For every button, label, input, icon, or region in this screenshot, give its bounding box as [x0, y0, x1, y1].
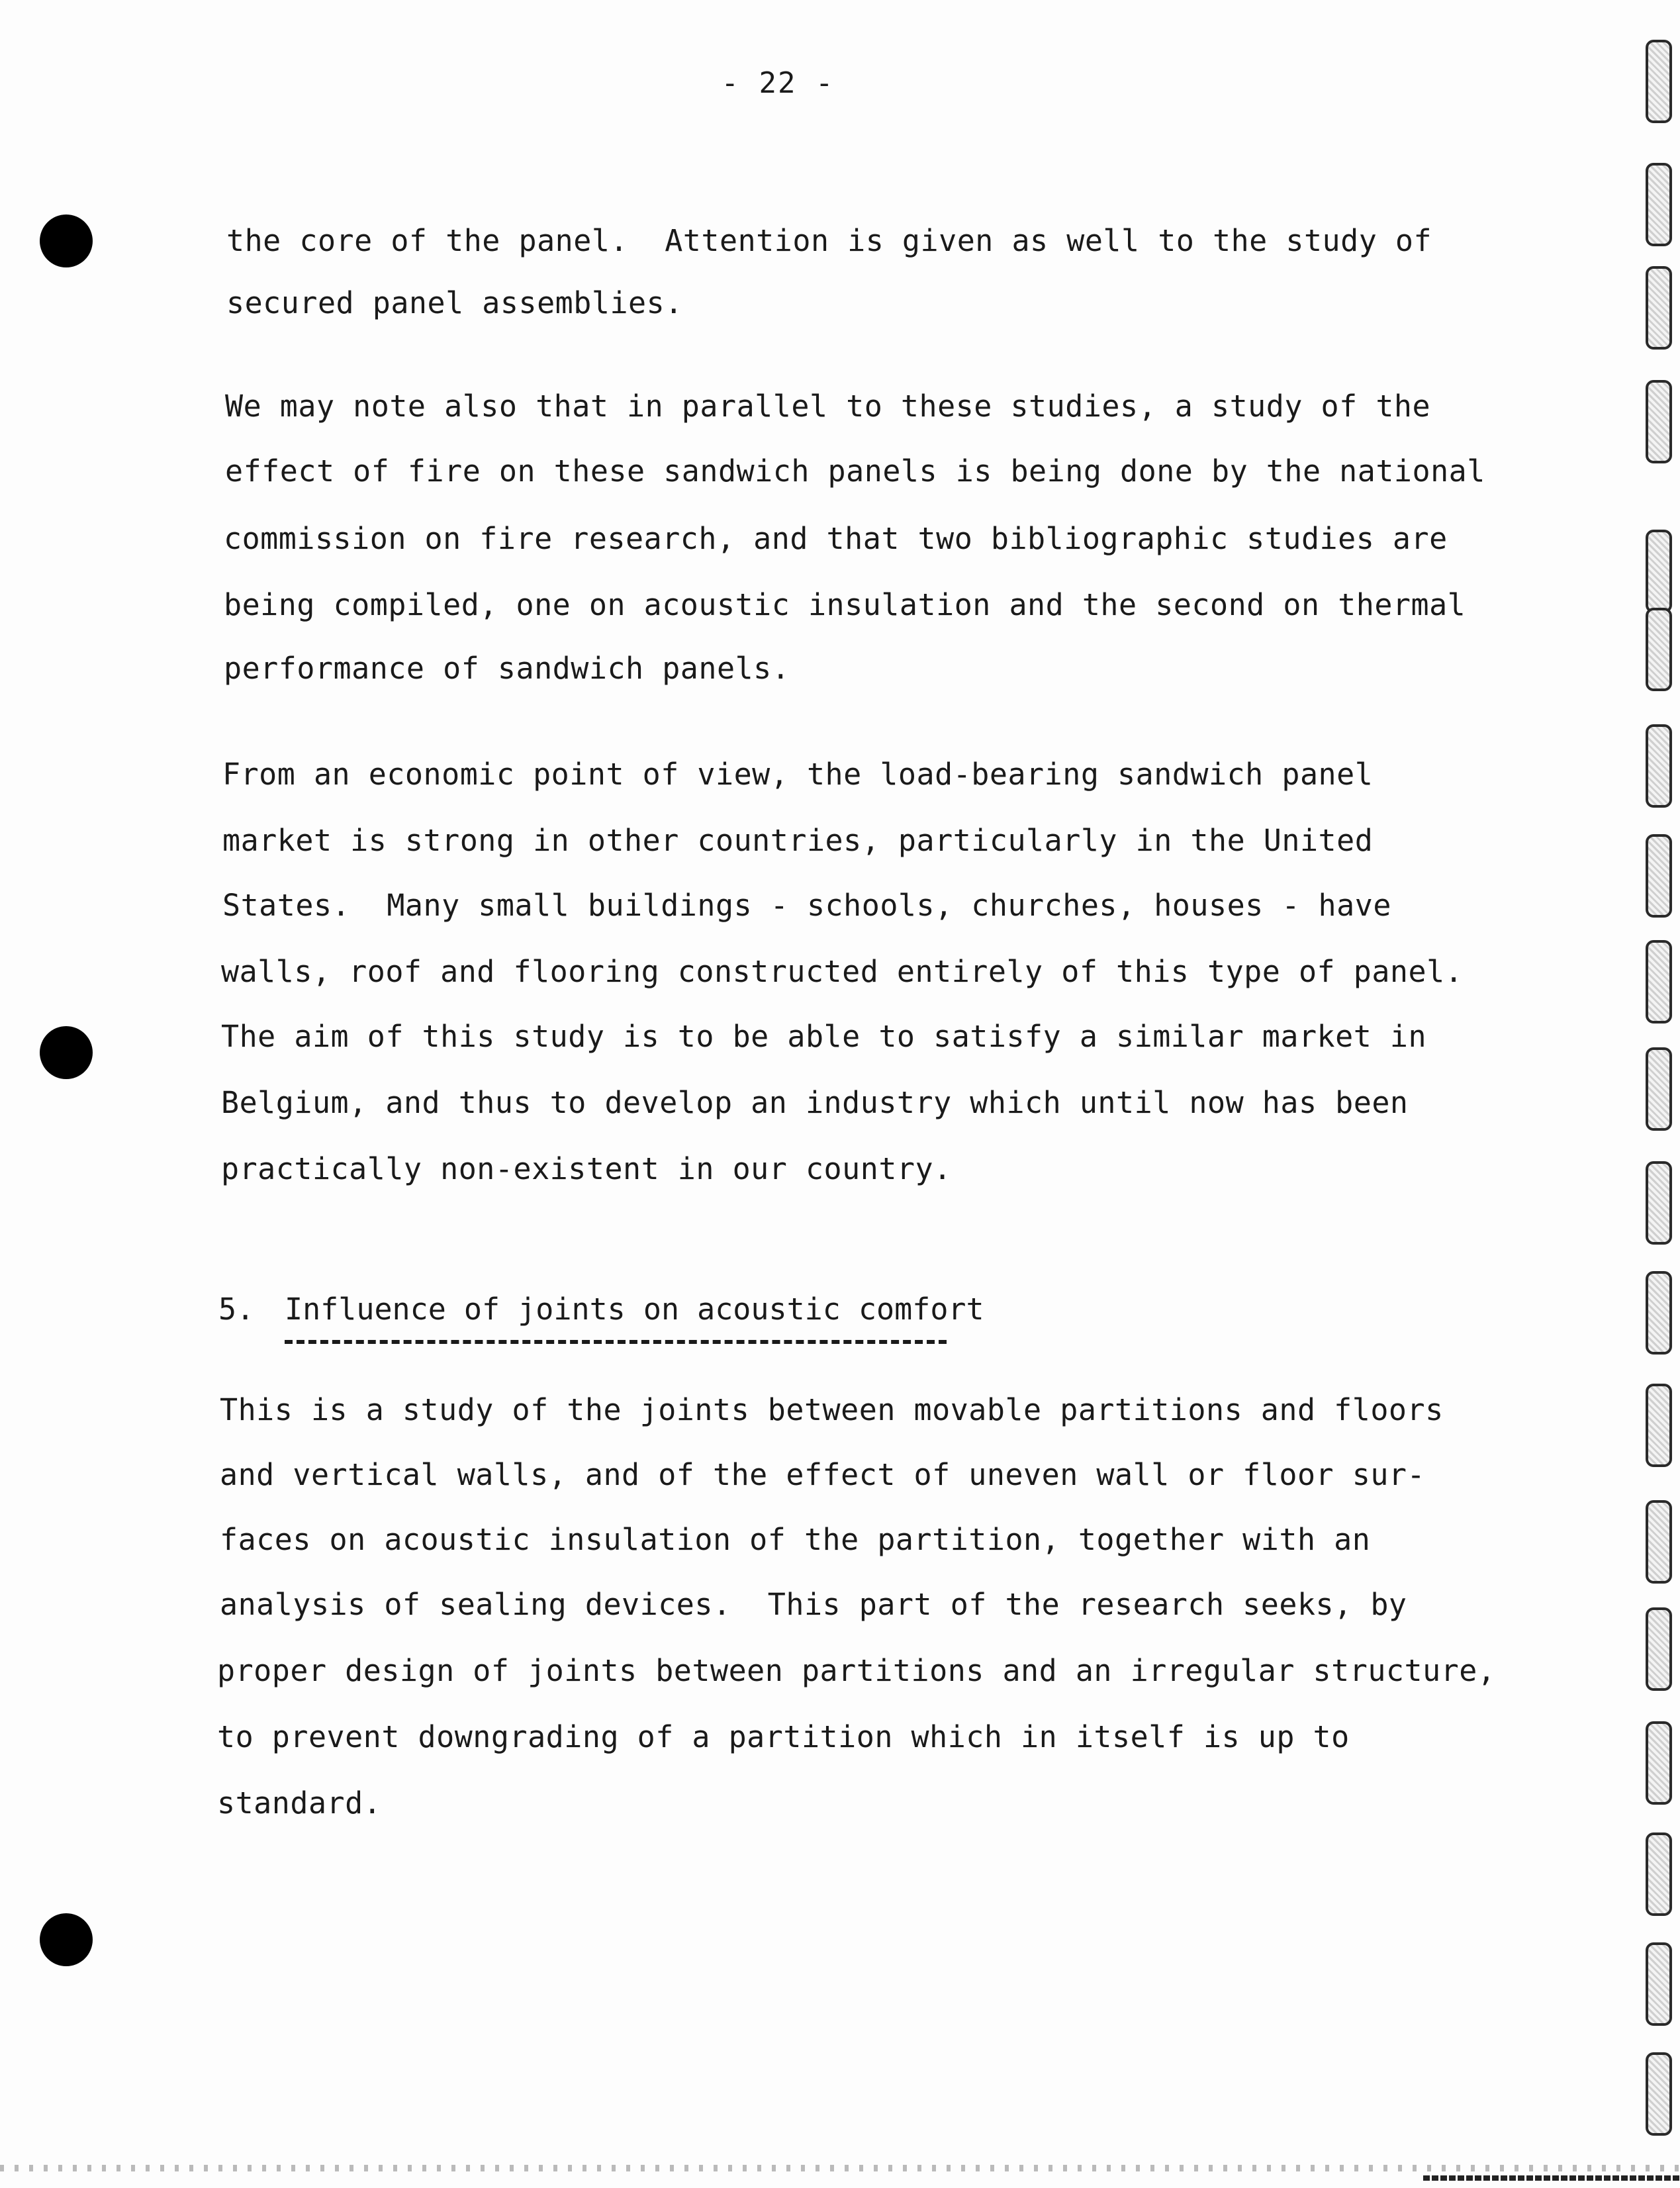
paragraph-4-line-5: proper design of joints between partitions and an irregular structure,: [217, 1653, 1496, 1688]
binding-ring: [1646, 1942, 1672, 2026]
section-title-underline: [285, 1340, 947, 1344]
paragraph-2-line-2: effect of fire on these sandwich panels is being done by the national: [225, 453, 1485, 489]
punch-hole: [40, 214, 93, 267]
binding-ring: [1646, 380, 1672, 463]
binding-ring: [1646, 724, 1672, 808]
scan-artifact-bottom: [0, 2165, 1680, 2171]
paragraph-4-line-4: analysis of sealing devices. This part of the research seeks, by: [220, 1587, 1407, 1622]
binding-ring: [1646, 1384, 1672, 1467]
binding-ring: [1646, 1832, 1672, 1916]
paragraph-1-line-2: secured panel assemblies.: [226, 285, 683, 320]
binding-ring: [1646, 163, 1672, 246]
paragraph-2-line-5: performance of sandwich panels.: [224, 651, 790, 686]
binding-ring: [1646, 40, 1672, 123]
page-number: - 22 -: [721, 66, 835, 100]
binding-ring: [1646, 608, 1672, 691]
binding-ring: [1646, 834, 1672, 918]
section-title: Influence of joints on acoustic comfort: [285, 1292, 984, 1327]
paragraph-4-line-7: standard.: [217, 1785, 382, 1821]
paragraph-3-line-3: States. Many small buildings - schools, churches, houses - have: [222, 888, 1391, 923]
binding-ring: [1646, 1047, 1672, 1131]
punch-hole: [40, 1913, 93, 1966]
paragraph-2-line-4: being compiled, one on acoustic insulation and the second on thermal: [224, 587, 1466, 622]
binding-ring: [1646, 1500, 1672, 1584]
binding-ring: [1646, 1721, 1672, 1805]
section-heading: [218, 1290, 984, 1329]
paragraph-4-line-3: faces on acoustic insulation of the partition, together with an: [220, 1522, 1371, 1557]
binding-ring: [1646, 1161, 1672, 1245]
paragraph-3-line-5: The aim of this study is to be able to satisfy a similar market in: [221, 1019, 1427, 1054]
binding-strip: [1646, 40, 1672, 2145]
paragraph-4-line-6: to prevent downgrading of a partition which in itself is up to: [217, 1719, 1350, 1754]
paragraph-3-line-6: Belgium, and thus to develop an industry which until now has been: [221, 1085, 1409, 1120]
paragraph-4-line-1: This is a study of the joints between movable partitions and floors: [220, 1392, 1444, 1427]
paragraph-2-line-3: commission on fire research, and that two bibliographic studies are: [224, 521, 1448, 556]
binding-ring: [1646, 2052, 1672, 2136]
binding-ring: [1646, 266, 1672, 350]
paragraph-3-line-7: practically non-existent in our country.: [221, 1151, 952, 1186]
binding-ring: [1646, 1607, 1672, 1691]
paragraph-1-line-1: the core of the panel. Attention is given as well to the study of: [226, 223, 1432, 258]
binding-ring: [1646, 1271, 1672, 1355]
punch-hole: [40, 1026, 93, 1079]
paragraph-4-line-2: and vertical walls, and of the effect of uneven wall or floor sur-: [220, 1457, 1426, 1492]
scan-artifact-corner: [1423, 2175, 1680, 2181]
paragraph-3-line-4: walls, roof and flooring constructed entirely of this type of panel.: [221, 954, 1464, 989]
paragraph-2-line-1: We may note also that in parallel to these studies, a study of the: [225, 389, 1431, 424]
paragraph-3-line-1: From an economic point of view, the load-bearing sandwich panel: [222, 757, 1374, 792]
paragraph-3-line-2: market is strong in other countries, particularly in the United: [222, 823, 1374, 858]
section-number: 5.: [218, 1292, 255, 1327]
binding-ring: [1646, 530, 1672, 613]
binding-ring: [1646, 940, 1672, 1023]
